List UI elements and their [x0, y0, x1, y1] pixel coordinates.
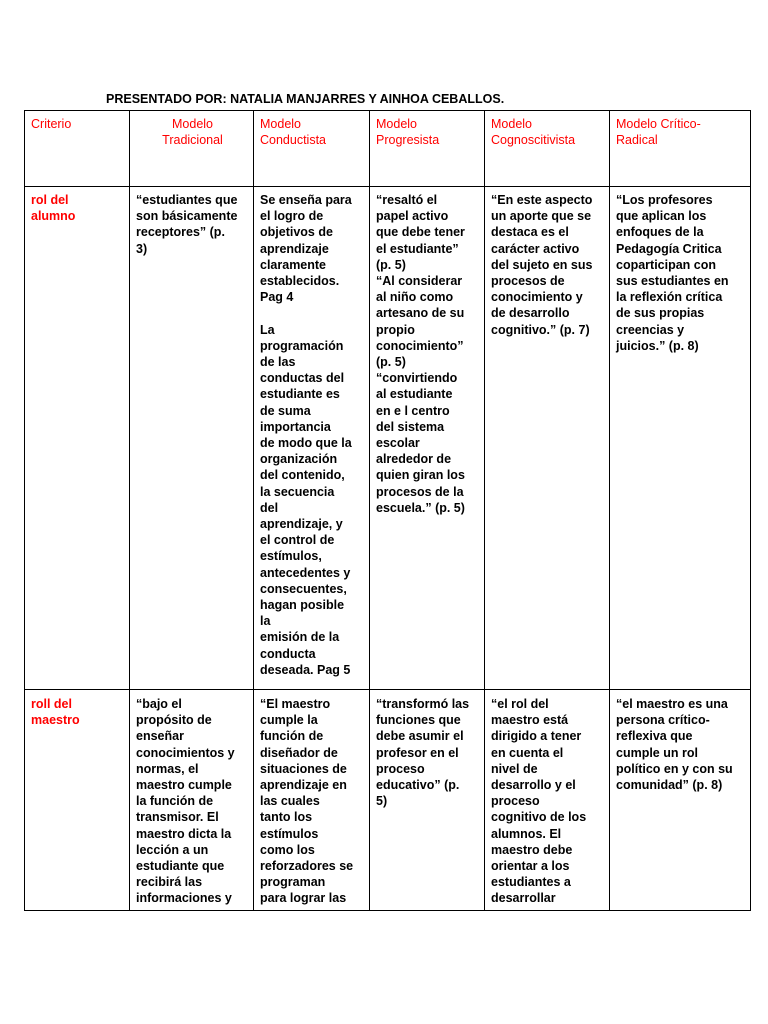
cell-critico-radical: “Los profesores que aplican los enfoques de la Pedagogía Critica coparticipan con sus estudiantes en la reflexión crítica de sus propias creencias y juicios.” (p. 8)	[610, 187, 751, 690]
header-modelo-cognoscitivista: Modelo Cognoscitivista	[485, 111, 610, 187]
header-modelo-critico-radical: Modelo Crítico- Radical	[610, 111, 751, 187]
cell-progresista: “resaltó el papel activo que debe tener el estudiante” (p. 5) “Al considerar al niño como artesano de su propio conocimiento” (p. 5) “convirtiendo al estudiante en e l centro del sistema escolar alrededor de quien giran los procesos de la escuela.” (p. 5)	[370, 187, 485, 690]
cell-tradicional: “bajo el propósito de enseñar conocimientos y normas, el maestro cumple la función de transmisor. El maestro dicta la lección a un estudiante que recibirá las informaciones y	[130, 690, 254, 911]
header-modelo-progresista: Modelo Progresista	[370, 111, 485, 187]
row-criterion-rol-alumno: rol del alumno	[25, 187, 130, 690]
header-criterio: Criterio	[25, 111, 130, 187]
page-title: PRESENTADO POR: NATALIA MANJARRES Y AINHOA CEBALLOS.	[106, 92, 505, 106]
header-modelo-conductista: Modelo Conductista	[254, 111, 370, 187]
cell-conductista: “El maestro cumple la función de diseñador de situaciones de aprendizaje en las cuales tanto los estímulos como los reforzadores se programan para lograr las	[254, 690, 370, 911]
cell-cognoscitivista: “el rol del maestro está dirigido a tener en cuenta el nivel de desarrollo y el proceso cognitivo de los alumnos. El maestro debe orientar a los estudiantes a desarrollar	[485, 690, 610, 911]
table-row	[25, 187, 751, 690]
table-row	[25, 690, 751, 911]
cell-tradicional: “estudiantes que son básicamente receptores” (p. 3)	[130, 187, 254, 690]
row-criterion-roll-maestro: roll del maestro	[25, 690, 130, 911]
header-modelo-tradicional: Modelo Tradicional	[130, 111, 254, 187]
cell-progresista: “transformó las funciones que debe asumir el profesor en el proceso educativo” (p. 5)	[370, 690, 485, 911]
cell-conductista: Se enseña para el logro de objetivos de aprendizaje claramente establecidos. Pag 4 La programación de las conductas del estudiante es de suma importancia de modo que la organización del contenido, la secuencia del aprendizaje, y el control de estímulos, antecedentes y consecuentes, hagan posible la emisión de la conducta deseada. Pag 5	[254, 187, 370, 690]
table-header-row	[25, 111, 751, 187]
cell-critico-radical: “el maestro es una persona crítico- reflexiva que cumple un rol político en y con su comunidad” (p. 8)	[610, 690, 751, 911]
cell-cognoscitivista: “En este aspecto un aporte que se destaca es el carácter activo del sujeto en sus procesos de conocimiento y de desarrollo cognitivo.” (p. 7)	[485, 187, 610, 690]
comparison-table	[24, 110, 751, 911]
